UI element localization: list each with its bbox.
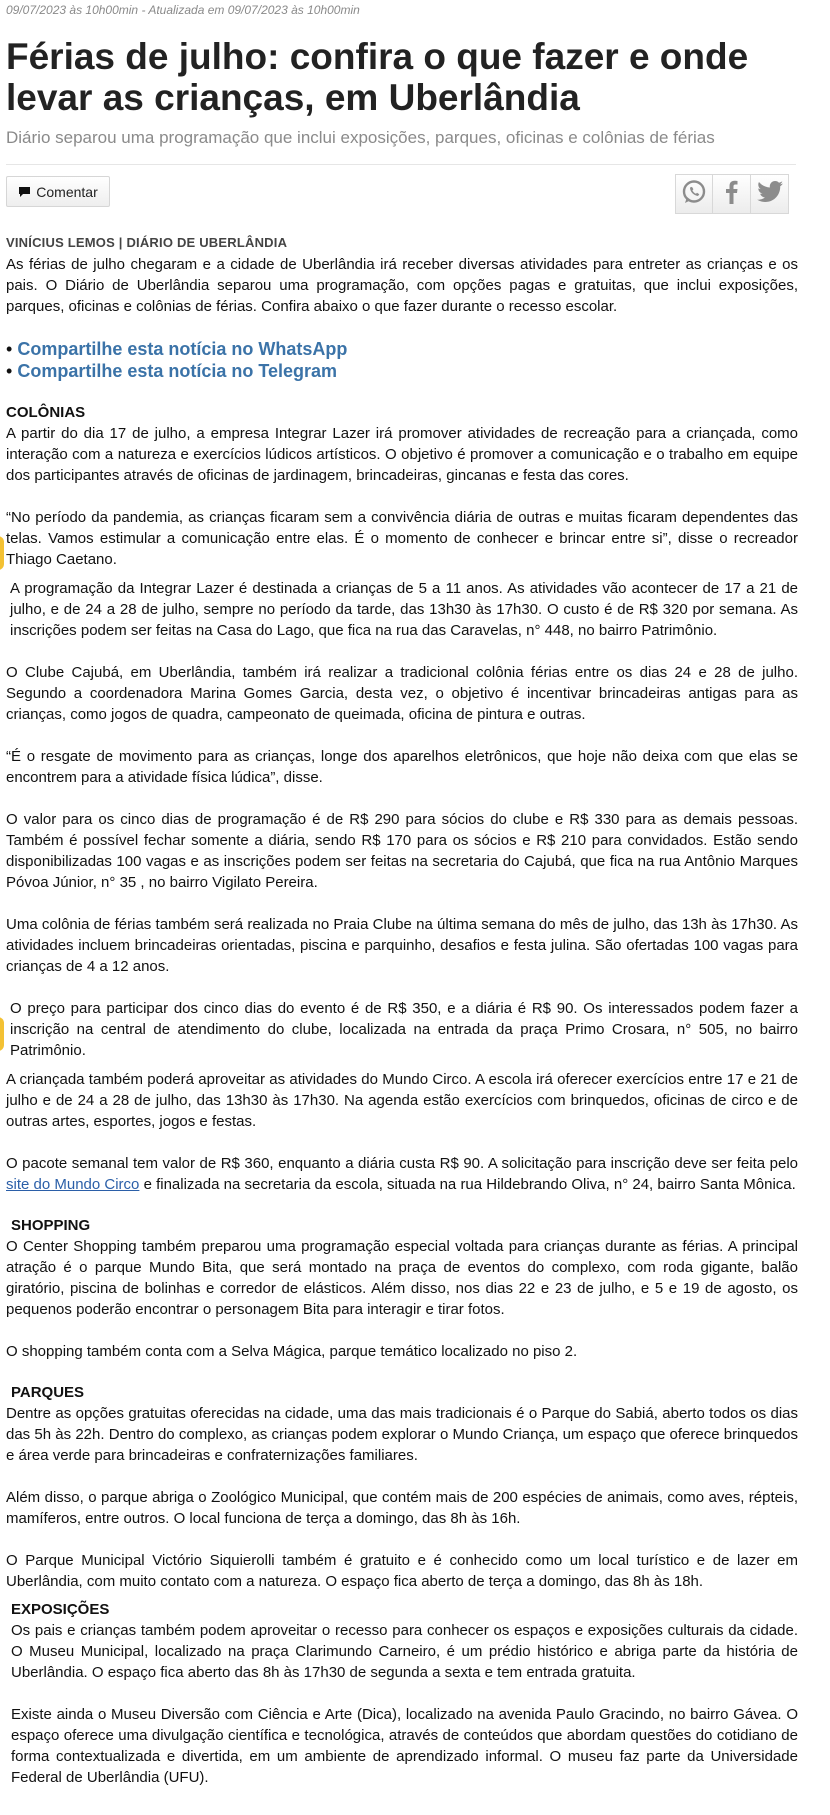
paragraph: O Clube Cajubá, em Uberlândia, também irá realizar a tradicional colônia férias entre os dias 24 e 28 de julho. Segundo a coordenadora Marina Gomes Garcia, desta vez, o objetivo é incentivar brincadeiras antigas para as crianças, como jogos de quadra, campeonato de queimada, oficina de pintura e outras. (6, 664, 798, 723)
page-subtitle: Diário separou uma programação que inclui exposições, parques, oficinas e colônias de férias (6, 128, 715, 147)
comment-button[interactable] (6, 176, 110, 207)
twitter-icon (756, 180, 784, 209)
speech-bubble-icon (18, 186, 31, 198)
share-links (6, 338, 798, 382)
paragraph: Os pais e crianças também podem aproveitar o recesso para conhecer os espaços e exposições culturais da cidade. O Museu Municipal, localizado na praça Clarimundo Carneiro, é um prédio histórico e abriga parte da história de Uberlândia. O espaço fica aberto das 8h às 17h30 de segunda a sexta e tem entrada gratuita. (11, 1622, 798, 1681)
paragraph: O Center Shopping também preparou uma programação especial voltada para crianças durante as férias. A principal atração é o parque Mundo Bita, que será montado na praça de eventos do complexo, com roda gigante, balão giratório, piscina de bolinhas e corredor de elásticos. Além disso, nos dias 22 e 23 de julho, e 5 e 19 de agosto, os pequenos poderão encontrar o personagem Bita para interagir e tirar fotos. (6, 1238, 798, 1318)
share-telegram-link[interactable]: Compartilhe esta notícia no Telegram (17, 361, 338, 381)
quote-paragraph: “É o resgate de movimento para as crianças, longe dos aparelhos eletrônicos, que hoje não deixa com que elas se encontrem para a atividade física lúdica”, disse. (6, 748, 798, 786)
section-heading-exposicoes: EXPOSIÇÕES (11, 1601, 110, 1618)
list-bullet: • (6, 339, 13, 359)
section-heading-parques: PARQUES (11, 1384, 85, 1401)
floating-side-tab[interactable] (0, 536, 4, 570)
paragraph: A partir do dia 17 de julho, a empresa Integrar Lazer irá promover atividades de recreação para a criançada, como interação com a natureza e exercícios lúdicos artísticos. O objetivo é promover a comunicação e o trabalho em equipe dos participantes através de oficinas de jardinagem, brincadeiras, gincanas e festa das cores. (6, 425, 798, 484)
share-buttons (675, 174, 789, 216)
paragraph: O valor para os cinco dias de programação é de R$ 290 para sócios do clube e R$ 330 para as demais pessoas. Também é possível fechar somente a diária, sendo R$ 170 para os sócios e R$ 210 para convidados. Estão sendo disponibilizadas 100 vagas e as inscrições podem ser feitas na secretaria do Cajubá, que fica na rua Antônio Marques Póvoa Júnior, n° 35 , no bairro Vigilato Pereira. (6, 811, 798, 891)
share-whatsapp-link[interactable]: Compartilhe esta notícia no WhatsApp (17, 339, 348, 359)
quote-paragraph: “No período da pandemia, as crianças ficaram sem a convivência diária de outras e muitas ficaram dependentes das telas. Vamos estimular a comunicação entre elas. É o momento de conhecer e brincar entre si”, disse o recreador Thiago Caetano. (6, 509, 798, 568)
floating-side-tab[interactable] (0, 1017, 4, 1051)
share-twitter-button[interactable] (751, 174, 789, 214)
paragraph-text: O pacote semanal tem valor de R$ 360, enquanto a diária custa R$ 90. A solicitação para inscrição deve ser feita pelo (6, 1155, 798, 1172)
intro-paragraph: As férias de julho chegaram e a cidade de Uberlândia irá receber diversas atividades para entreter as crianças e os pais. O Diário de Uberlândia separou uma programação, com opções pagas e gratuitas, que inclui exposições, parques, oficinas e colônias de férias. Confira abaixo o que fazer durante o recesso escolar. (6, 256, 798, 315)
article-body (6, 235, 798, 1788)
divider (6, 164, 796, 165)
comment-button-label: Comentar (36, 183, 98, 200)
section-heading-colonias: COLÔNIAS (6, 404, 86, 421)
paragraph: A criançada também poderá aproveitar as atividades do Mundo Circo. A escola irá oferecer exercícios entre 17 e 21 de julho e de 24 a 28 de julho, das 13h30 às 17h30. Na agenda estão exercícios com brinquedos, oficinas de circo e de outras artes, esportes, jogos e festas. (6, 1071, 798, 1130)
paragraph (6, 1153, 798, 1195)
paragraph: O shopping também conta com a Selva Mágica, parque temático localizado no piso 2. (6, 1343, 578, 1360)
facebook-icon (722, 179, 742, 210)
paragraph: O preço para participar dos cinco dias do evento é de R$ 350, e a diária é R$ 90. Os interessados podem fazer a inscrição na central de atendimento do clube, localizada na entrada da praça Primo Crosara, n° 505, no bairro Patrimônio. (10, 1000, 798, 1059)
publish-date: 09/07/2023 às 10h00min - Atualizada em 09/07/2023 às 10h00min (6, 3, 360, 17)
paragraph: Existe ainda o Museu Diversão com Ciência e Arte (Dica), localizado na avenida Paulo Gracindo, no bairro Gávea. O espaço oferece uma divulgação científica e tecnológica, através de conteúdos que abordam questões do cotidiano de forma contextualizada e divertida, em um ambiente de aprendizado informal. O museu faz parte da Universidade Federal de Uberlândia (UFU). (11, 1706, 798, 1786)
paragraph-text: e finalizada na secretaria da escola, situada na rua Hildebrando Oliva, n° 24, bairro Santa Mônica. (139, 1176, 796, 1193)
paragraph: Dentre as opções gratuitas oferecidas na cidade, uma das mais tradicionais é o Parque do Sabiá, aberto todos os dias das 5h às 22h. Dentro do complexo, as crianças podem explorar o Mundo Criança, um espaço que oferece brinquedos e área verde para brincadeiras e confraternizações familiares. (6, 1405, 798, 1464)
paragraph: A programação da Integrar Lazer é destinada a crianças de 5 a 11 anos. As atividades vão acontecer de 17 a 21 de julho, e de 24 a 28 de julho, sempre no período da tarde, das 13h30 às 17h30. O custo é de R$ 320 por semana. As inscrições podem ser feitas na Casa do Lago, que fica na rua das Caravelas, n° 448, no bairro Patrimônio. (10, 580, 798, 639)
section-heading-shopping: SHOPPING (11, 1217, 91, 1234)
mundo-circo-site-link[interactable]: site do Mundo Circo (6, 1176, 140, 1193)
paragraph: Além disso, o parque abriga o Zoológico Municipal, que contém mais de 200 espécies de animais, como aves, répteis, mamíferos, entre outros. O local funciona de terça a domingo, das 8h às 16h. (6, 1489, 798, 1527)
paragraph: O Parque Municipal Victório Siquierolli também é gratuito e é conhecido como um local turístico e de lazer em Uberlândia, com muito contato com a natureza. O espaço fica aberto de terça a domingo, das 8h às 18h. (6, 1552, 798, 1590)
share-whatsapp-button[interactable] (675, 174, 713, 214)
whatsapp-icon (681, 179, 707, 210)
share-facebook-button[interactable] (713, 174, 751, 214)
byline: VINÍCIUS LEMOS | DIÁRIO DE UBERLÂNDIA (6, 235, 288, 250)
paragraph: Uma colônia de férias também será realizada no Praia Clube na última semana do mês de julho, das 13h às 17h30. As atividades incluem brincadeiras orientadas, piscina e parquinho, desafios e festa julina. São ofertadas 100 vagas para crianças de 4 a 12 anos. (6, 916, 798, 975)
page-title: Férias de julho: confira o que fazer e onde levar as crianças, em Uberlândia (6, 36, 749, 118)
list-bullet: • (6, 361, 13, 381)
